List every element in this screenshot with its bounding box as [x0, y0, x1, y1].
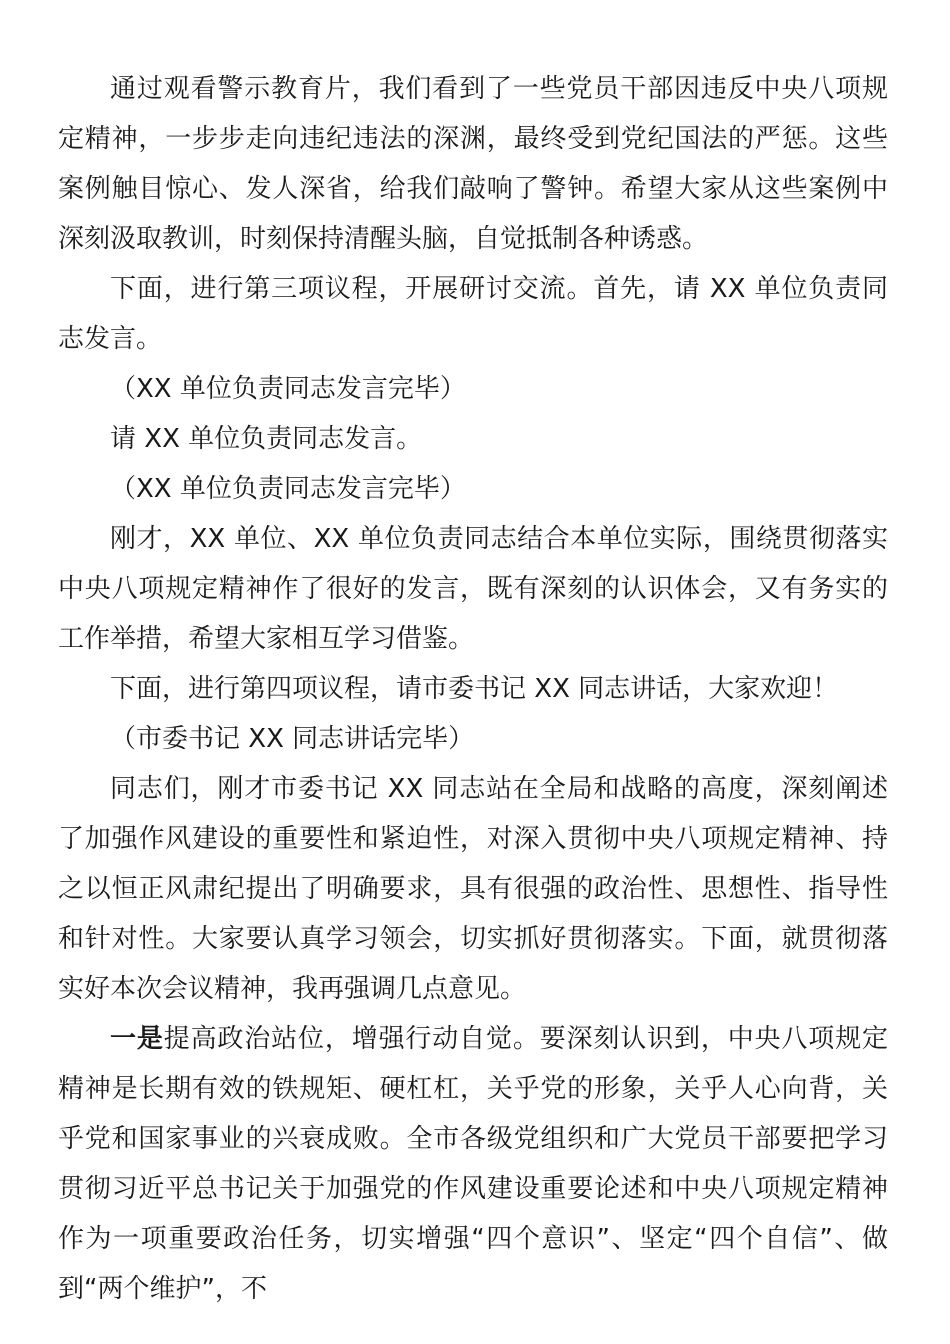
- paragraph-speech-done-2: （XX 单位负责同志发言完毕）: [110, 474, 466, 504]
- document-page: [58, 64, 888, 1314]
- point-one-text: 提高政治站位，增强行动自觉。要深刻认识到，中央八项规定精神是长期有效的铁规矩、硬杠杠，关乎党的形象，关乎人心向背，关乎党和国家事业的兴衰成败。全市各级党组织和广大党员干部要把学习贯彻习近平总书记关于加强党的作风建设重要论述和中央八项规定精神作为一项重要政治任务，切实增强“四个意识”、坚定“四个自信”、做到“两个维护”，不: [58, 1024, 888, 1304]
- paragraph-warning-education: 通过观看警示教育片，我们看到了一些党员干部因违反中央八项规定精神，一步步走向违纪违法的深渊，最终受到党纪国法的严惩。这些案例触目惊心、发人深省，给我们敲响了警钟。希望大家从这些案例中深刻汲取教训，时刻保持清醒头脑，自觉抵制各种诱惑。: [58, 74, 888, 254]
- paragraph-speech-done-1: （XX 单位负责同志发言完毕）: [110, 374, 466, 404]
- paragraph-secretary-done: （市委书记 XX 同志讲话完毕）: [110, 724, 475, 754]
- paragraph-point-one: [58, 1014, 888, 1314]
- paragraph-comrades: 同志们，刚才市委书记 XX 同志站在全局和战略的高度，深刻阐述了加强作风建设的重要性和紧迫性，对深入贯彻中央八项规定精神、持之以恒正风肃纪提出了明确要求，具有很强的政治性、思想性、指导性和针对性。大家要认真学习领会，切实抓好贯彻落实。下面，就贯彻落实好本次会议精神，我再强调几点意见。: [58, 774, 888, 1004]
- point-one-lead: 一是: [110, 1024, 164, 1054]
- paragraph-summary: 刚才，XX 单位、XX 单位负责同志结合本单位实际，围绕贯彻落实中央八项规定精神作了很好的发言，既有深刻的认识体会，又有务实的工作举措，希望大家相互学习借鉴。: [58, 524, 888, 654]
- paragraph-invite-speech: 请 XX 单位负责同志发言。: [110, 424, 423, 454]
- paragraph-agenda-three: 下面，进行第三项议程，开展研讨交流。首先，请 XX 单位负责同志发言。: [58, 274, 888, 354]
- paragraph-agenda-four: 下面，进行第四项议程，请市委书记 XX 同志讲话，大家欢迎！: [110, 674, 839, 704]
